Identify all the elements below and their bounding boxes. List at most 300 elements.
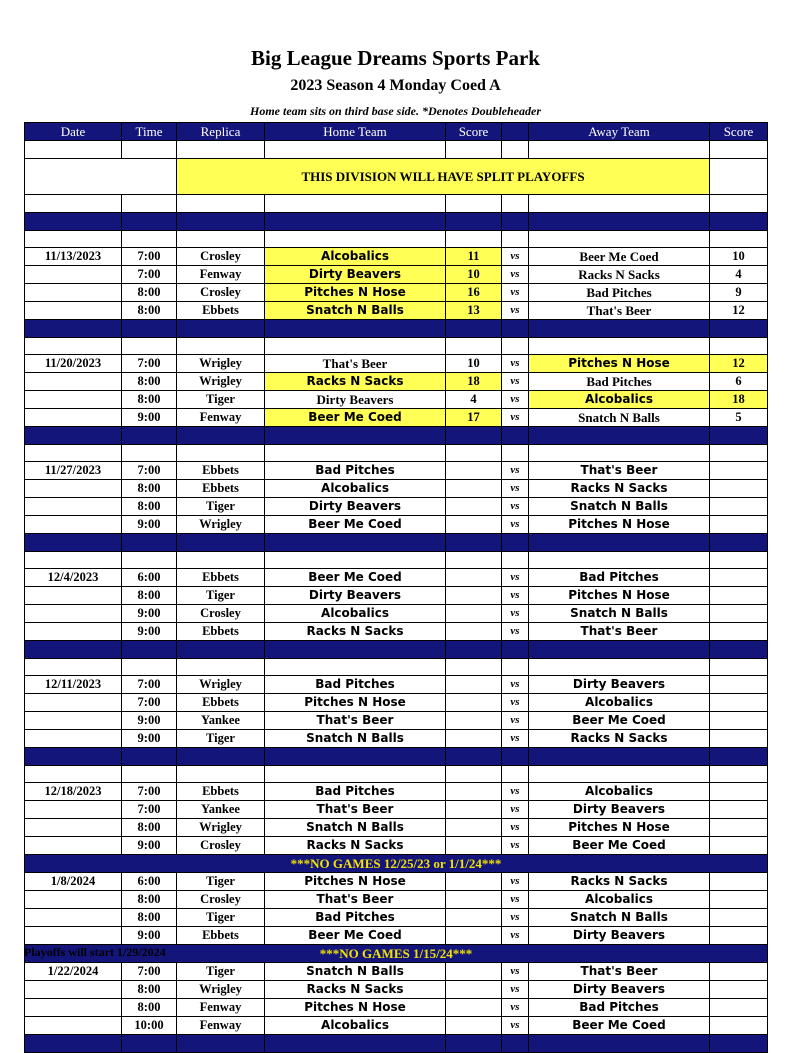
time-cell: 8:00: [122, 391, 177, 409]
vs-cell: vs: [502, 248, 529, 266]
game-row: [25, 712, 768, 730]
empty-cell: [122, 766, 177, 783]
empty-cell: [529, 534, 710, 552]
vs-cell: vs: [502, 462, 529, 480]
empty-cell: [122, 445, 177, 462]
away-cell: Snatch N Balls: [529, 909, 710, 927]
away-cell: Bad Pitches: [529, 373, 710, 391]
empty-cell: [710, 141, 768, 159]
away-cell: Racks N Sacks: [529, 266, 710, 284]
away-score-cell: [710, 927, 768, 945]
time-cell: 7:00: [122, 355, 177, 373]
replica-cell: Fenway: [177, 266, 265, 284]
column-header-away-score: Score: [710, 123, 768, 141]
vs-cell: vs: [502, 355, 529, 373]
empty-cell: [265, 427, 446, 445]
vs-cell: vs: [502, 730, 529, 748]
home-score-cell: 18: [446, 373, 502, 391]
week-divider: [25, 1035, 768, 1053]
replica-cell: Ebbets: [177, 783, 265, 801]
replica-cell: Ebbets: [177, 462, 265, 480]
column-header-home-team: Home Team: [265, 123, 446, 141]
empty-cell: [177, 231, 265, 248]
empty-cell: [177, 659, 265, 676]
home-score-cell: [446, 694, 502, 712]
time-cell: 8:00: [122, 999, 177, 1017]
home-cell: Racks N Sacks: [265, 623, 446, 641]
home-cell: Pitches N Hose: [265, 873, 446, 891]
empty-cell: [122, 641, 177, 659]
replica-cell: Tiger: [177, 873, 265, 891]
away-cell: That's Beer: [529, 302, 710, 320]
vs-cell: vs: [502, 302, 529, 320]
vs-cell: vs: [502, 999, 529, 1017]
date-cell: [25, 801, 122, 819]
vs-cell: vs: [502, 391, 529, 409]
replica-cell: Tiger: [177, 963, 265, 981]
away-cell: Beer Me Coed: [529, 837, 710, 855]
home-score-cell: [446, 587, 502, 605]
empty-cell: [446, 659, 502, 676]
replica-cell: Tiger: [177, 587, 265, 605]
split-playoffs-banner: THIS DIVISION WILL HAVE SPLIT PLAYOFFS: [177, 159, 710, 195]
replica-cell: Tiger: [177, 498, 265, 516]
game-row: [25, 676, 768, 694]
date-cell: [25, 284, 122, 302]
empty-cell: [502, 141, 529, 159]
empty-cell: [502, 766, 529, 783]
game-row: [25, 605, 768, 623]
home-score-cell: 11: [446, 248, 502, 266]
vs-cell: vs: [502, 569, 529, 587]
spacer-row: [25, 195, 768, 213]
replica-cell: Crosley: [177, 837, 265, 855]
home-cell: Dirty Beavers: [265, 498, 446, 516]
date-cell: [25, 694, 122, 712]
replica-cell: Ebbets: [177, 480, 265, 498]
empty-cell: [710, 195, 768, 213]
vs-cell: vs: [502, 963, 529, 981]
time-cell: 8:00: [122, 498, 177, 516]
empty-cell: [502, 320, 529, 338]
home-cell: Bad Pitches: [265, 462, 446, 480]
replica-cell: Wrigley: [177, 516, 265, 534]
away-cell: Snatch N Balls: [529, 498, 710, 516]
game-row: [25, 981, 768, 999]
time-cell: 9:00: [122, 927, 177, 945]
replica-cell: Crosley: [177, 605, 265, 623]
away-score-cell: [710, 569, 768, 587]
time-cell: 7:00: [122, 248, 177, 266]
spacer-row: [25, 338, 768, 355]
empty-cell: [177, 766, 265, 783]
game-row: [25, 783, 768, 801]
date-cell: 11/20/2023: [25, 355, 122, 373]
date-cell: [25, 1017, 122, 1035]
date-cell: [25, 516, 122, 534]
vs-cell: vs: [502, 373, 529, 391]
away-score-cell: [710, 462, 768, 480]
empty-cell: [265, 320, 446, 338]
away-cell: That's Beer: [529, 623, 710, 641]
replica-cell: Ebbets: [177, 623, 265, 641]
empty-cell: [25, 641, 122, 659]
home-cell: Snatch N Balls: [265, 963, 446, 981]
home-cell: Beer Me Coed: [265, 409, 446, 427]
home-score-cell: [446, 516, 502, 534]
date-cell: [25, 587, 122, 605]
game-row: [25, 462, 768, 480]
empty-cell: [122, 320, 177, 338]
date-cell: [25, 837, 122, 855]
game-row: [25, 927, 768, 945]
away-cell: Racks N Sacks: [529, 730, 710, 748]
home-cell: Beer Me Coed: [265, 927, 446, 945]
home-cell: Snatch N Balls: [265, 302, 446, 320]
time-cell: 10:00: [122, 1017, 177, 1035]
away-cell: Snatch N Balls: [529, 409, 710, 427]
away-cell: Beer Me Coed: [529, 712, 710, 730]
away-cell: Beer Me Coed: [529, 1017, 710, 1035]
home-score-cell: [446, 462, 502, 480]
game-row: [25, 409, 768, 427]
empty-cell: [502, 195, 529, 213]
time-cell: 7:00: [122, 462, 177, 480]
home-cell: Pitches N Hose: [265, 284, 446, 302]
date-cell: [25, 909, 122, 927]
empty-cell: [177, 338, 265, 355]
away-cell: Racks N Sacks: [529, 480, 710, 498]
time-cell: 9:00: [122, 837, 177, 855]
away-score-cell: [710, 480, 768, 498]
replica-cell: Crosley: [177, 284, 265, 302]
away-cell: Bad Pitches: [529, 284, 710, 302]
empty-cell: [446, 195, 502, 213]
home-cell: That's Beer: [265, 801, 446, 819]
game-row: [25, 730, 768, 748]
home-cell: Alcobalics: [265, 248, 446, 266]
empty-cell: [529, 748, 710, 766]
home-score-cell: [446, 819, 502, 837]
time-cell: 6:00: [122, 569, 177, 587]
home-score-cell: 16: [446, 284, 502, 302]
home-score-cell: 4: [446, 391, 502, 409]
empty-cell: [446, 320, 502, 338]
home-cell: Snatch N Balls: [265, 819, 446, 837]
home-score-cell: [446, 999, 502, 1017]
empty-cell: [529, 445, 710, 462]
away-cell: Dirty Beavers: [529, 981, 710, 999]
empty-cell: [710, 231, 768, 248]
away-cell: That's Beer: [529, 462, 710, 480]
home-score-cell: [446, 605, 502, 623]
empty-cell: [25, 195, 122, 213]
time-cell: 7:00: [122, 801, 177, 819]
empty-cell: [710, 552, 768, 569]
away-score-cell: [710, 819, 768, 837]
time-cell: 8:00: [122, 480, 177, 498]
empty-cell: [710, 445, 768, 462]
date-cell: [25, 730, 122, 748]
column-header-date: Date: [25, 123, 122, 141]
spacer-row: [25, 141, 768, 159]
replica-cell: Wrigley: [177, 819, 265, 837]
date-cell: [25, 409, 122, 427]
empty-cell: [529, 659, 710, 676]
home-cell: Bad Pitches: [265, 909, 446, 927]
empty-cell: [25, 445, 122, 462]
vs-cell: vs: [502, 783, 529, 801]
vs-cell: vs: [502, 891, 529, 909]
vs-cell: vs: [502, 623, 529, 641]
spacer-row: [25, 659, 768, 676]
game-row: [25, 963, 768, 981]
away-cell: Alcobalics: [529, 783, 710, 801]
banner-row: [25, 159, 768, 195]
date-cell: 12/4/2023: [25, 569, 122, 587]
game-row: [25, 909, 768, 927]
home-score-cell: [446, 873, 502, 891]
empty-cell: [502, 641, 529, 659]
empty-cell: [446, 641, 502, 659]
week-divider: [25, 641, 768, 659]
vs-cell: vs: [502, 266, 529, 284]
empty-cell: [25, 534, 122, 552]
empty-cell: [502, 1035, 529, 1053]
empty-cell: [710, 427, 768, 445]
date-cell: [25, 480, 122, 498]
home-cell: Pitches N Hose: [265, 999, 446, 1017]
vs-cell: vs: [502, 837, 529, 855]
away-score-cell: 4: [710, 266, 768, 284]
column-header-away-team: Away Team: [529, 123, 710, 141]
home-score-cell: [446, 801, 502, 819]
vs-cell: vs: [502, 409, 529, 427]
away-cell: Dirty Beavers: [529, 676, 710, 694]
schedule-table: [24, 122, 768, 1053]
empty-cell: [177, 195, 265, 213]
empty-cell: [25, 552, 122, 569]
away-score-cell: [710, 801, 768, 819]
home-cell: Alcobalics: [265, 480, 446, 498]
time-cell: 8:00: [122, 587, 177, 605]
home-score-cell: [446, 963, 502, 981]
home-cell: Racks N Sacks: [265, 981, 446, 999]
header-row: [25, 123, 768, 141]
away-cell: Dirty Beavers: [529, 801, 710, 819]
away-score-cell: [710, 623, 768, 641]
away-score-cell: [710, 891, 768, 909]
empty-cell: [25, 659, 122, 676]
empty-cell: [502, 445, 529, 462]
empty-cell: [446, 445, 502, 462]
date-cell: [25, 999, 122, 1017]
home-cell: Beer Me Coed: [265, 516, 446, 534]
date-cell: [25, 819, 122, 837]
date-cell: [25, 981, 122, 999]
time-cell: 7:00: [122, 963, 177, 981]
date-cell: [25, 266, 122, 284]
empty-cell: [122, 195, 177, 213]
home-score-cell: [446, 927, 502, 945]
empty-cell: [529, 552, 710, 569]
empty-cell: [502, 231, 529, 248]
empty-cell: [25, 338, 122, 355]
column-header-vs: [502, 123, 529, 141]
empty-cell: [502, 552, 529, 569]
home-cell: Bad Pitches: [265, 676, 446, 694]
game-row: [25, 999, 768, 1017]
game-row: [25, 623, 768, 641]
page-title: Big League Dreams Sports Park: [251, 46, 540, 70]
empty-cell: [446, 427, 502, 445]
replica-cell: Wrigley: [177, 355, 265, 373]
away-cell: Dirty Beavers: [529, 927, 710, 945]
column-header-replica: Replica: [177, 123, 265, 141]
date-cell: 1/8/2024: [25, 873, 122, 891]
game-row: [25, 355, 768, 373]
replica-cell: Ebbets: [177, 694, 265, 712]
home-team-note: Home team sits on third base side. *Denotes Doubleheader: [250, 104, 541, 118]
empty-cell: [529, 141, 710, 159]
home-cell: Bad Pitches: [265, 783, 446, 801]
empty-cell: [265, 534, 446, 552]
empty-cell: [122, 141, 177, 159]
empty-cell: [265, 659, 446, 676]
vs-cell: vs: [502, 605, 529, 623]
time-cell: 6:00: [122, 873, 177, 891]
empty-cell: [25, 213, 122, 231]
away-cell: Pitches N Hose: [529, 819, 710, 837]
replica-cell: Wrigley: [177, 373, 265, 391]
away-score-cell: 6: [710, 373, 768, 391]
replica-cell: Yankee: [177, 712, 265, 730]
away-cell: Racks N Sacks: [529, 873, 710, 891]
vs-cell: vs: [502, 801, 529, 819]
game-row: [25, 819, 768, 837]
game-row: [25, 284, 768, 302]
time-cell: 9:00: [122, 712, 177, 730]
empty-cell: [446, 213, 502, 231]
no-games-notice: ***NO GAMES 12/25/23 or 1/1/24***: [25, 855, 768, 873]
home-score-cell: 10: [446, 266, 502, 284]
home-cell: Snatch N Balls: [265, 730, 446, 748]
empty-cell: [265, 445, 446, 462]
time-cell: 8:00: [122, 284, 177, 302]
date-cell: [25, 605, 122, 623]
game-row: [25, 248, 768, 266]
empty-cell: [446, 141, 502, 159]
vs-cell: vs: [502, 498, 529, 516]
time-cell: 7:00: [122, 783, 177, 801]
empty-cell: [529, 320, 710, 338]
game-row: [25, 498, 768, 516]
away-score-cell: [710, 712, 768, 730]
away-cell: Alcobalics: [529, 891, 710, 909]
empty-cell: [177, 552, 265, 569]
season-subtitle: 2023 Season 4 Monday Coed A: [290, 77, 501, 94]
away-score-cell: [710, 837, 768, 855]
empty-cell: [529, 427, 710, 445]
empty-cell: [265, 748, 446, 766]
home-cell: Alcobalics: [265, 605, 446, 623]
home-score-cell: [446, 676, 502, 694]
empty-cell: [710, 748, 768, 766]
home-score-cell: [446, 837, 502, 855]
home-score-cell: 17: [446, 409, 502, 427]
empty-cell: [265, 1035, 446, 1053]
empty-cell: [122, 534, 177, 552]
vs-cell: vs: [502, 712, 529, 730]
vs-cell: vs: [502, 694, 529, 712]
home-cell: Dirty Beavers: [265, 266, 446, 284]
empty-cell: [177, 320, 265, 338]
away-score-cell: 9: [710, 284, 768, 302]
home-score-cell: [446, 891, 502, 909]
empty-cell: [122, 659, 177, 676]
home-score-cell: [446, 783, 502, 801]
time-cell: 7:00: [122, 266, 177, 284]
empty-cell: [529, 195, 710, 213]
game-row: [25, 1017, 768, 1035]
vs-cell: vs: [502, 981, 529, 999]
away-cell: Alcobalics: [529, 391, 710, 409]
week-divider: [25, 534, 768, 552]
spacer-row: [25, 552, 768, 569]
replica-cell: Fenway: [177, 999, 265, 1017]
away-score-cell: [710, 873, 768, 891]
game-row: [25, 873, 768, 891]
away-score-cell: 12: [710, 355, 768, 373]
empty-cell: [25, 141, 122, 159]
empty-cell: [177, 748, 265, 766]
empty-cell: [25, 1035, 122, 1053]
replica-cell: Tiger: [177, 909, 265, 927]
empty-cell: [265, 338, 446, 355]
empty-cell: [177, 445, 265, 462]
empty-cell: [502, 338, 529, 355]
empty-cell: [265, 231, 446, 248]
away-cell: Bad Pitches: [529, 999, 710, 1017]
time-cell: 9:00: [122, 605, 177, 623]
home-cell: Dirty Beavers: [265, 587, 446, 605]
empty-cell: [177, 534, 265, 552]
empty-cell: [446, 338, 502, 355]
time-cell: 9:00: [122, 730, 177, 748]
empty-cell: [710, 641, 768, 659]
empty-cell: [122, 213, 177, 231]
empty-cell: [122, 231, 177, 248]
game-row: [25, 266, 768, 284]
replica-cell: Wrigley: [177, 676, 265, 694]
home-cell: Beer Me Coed: [265, 569, 446, 587]
replica-cell: Yankee: [177, 801, 265, 819]
home-cell: Alcobalics: [265, 1017, 446, 1035]
empty-cell: [122, 338, 177, 355]
empty-cell: [265, 141, 446, 159]
empty-cell: [25, 766, 122, 783]
away-score-cell: [710, 963, 768, 981]
game-row: [25, 391, 768, 409]
empty-cell: [529, 338, 710, 355]
empty-cell: [177, 213, 265, 231]
empty-cell: [502, 427, 529, 445]
date-cell: [25, 498, 122, 516]
vs-cell: vs: [502, 927, 529, 945]
empty-cell: [446, 534, 502, 552]
empty-cell: [710, 159, 768, 195]
column-header-home-score: Score: [446, 123, 502, 141]
